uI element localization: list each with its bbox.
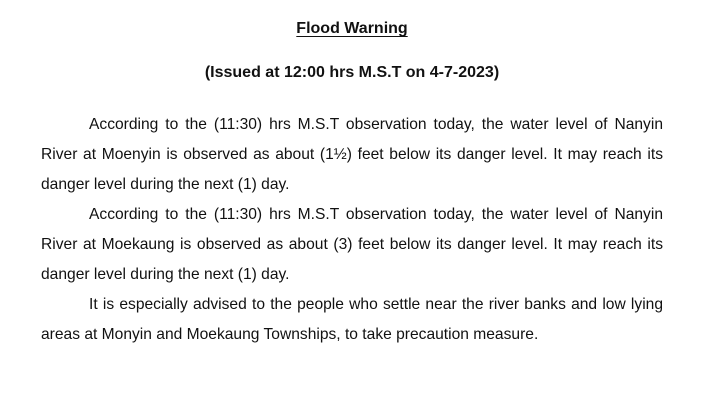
document-title: Flood Warning <box>296 20 408 37</box>
paragraph-moenyin: According to the (11:30) hrs M.S.T observation today, the water level of Nanyin River at Moenyin is observed as about (1½) feet below its danger level. It may reach its danger level during the next (1) day. <box>41 116 663 193</box>
document-body <box>41 110 663 350</box>
paragraph-moekaung: According to the (11:30) hrs M.S.T observation today, the water level of Nanyin River at Moekaung is observed as about (3) feet below its danger level. It may reach its danger level during the next (1) day. <box>41 206 663 283</box>
paragraph-advisory: It is especially advised to the people who settle near the river banks and low lying areas at Monyin and Moekaung Townships, to take precaution measure. <box>41 296 663 343</box>
issued-time: (Issued at 12:00 hrs M.S.T on 4-7-2023) <box>204 64 500 81</box>
